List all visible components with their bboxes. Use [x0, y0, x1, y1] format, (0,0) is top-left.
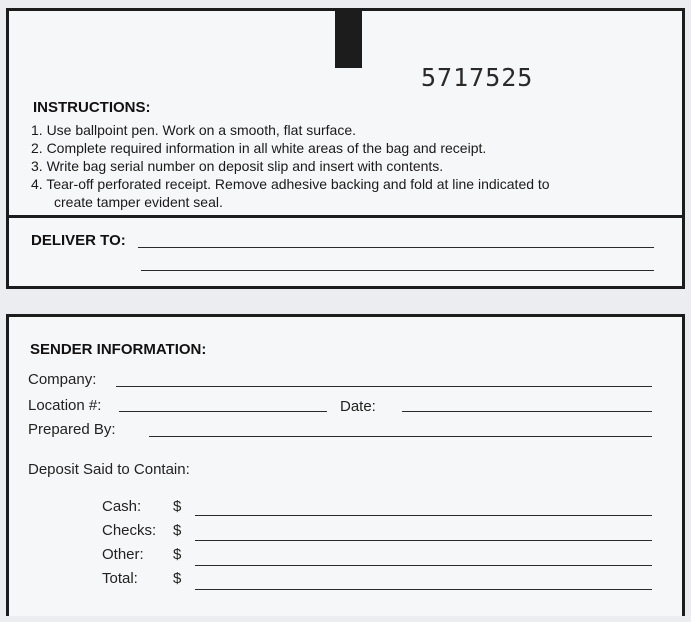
other-currency: $: [173, 546, 182, 563]
total-label: Total:: [102, 570, 138, 587]
total-currency: $: [173, 570, 182, 587]
instruction-item: 1. Use ballpoint pen. Work on a smooth, flat surface.: [31, 122, 357, 138]
sender-panel: [6, 314, 685, 616]
instruction-item: 4. Tear-off perforated receipt. Remove adhesive backing and fold at line indicated to: [31, 176, 550, 192]
instruction-item-continuation: create tamper evident seal.: [54, 194, 223, 210]
instruction-item: 3. Write bag serial number on deposit slip and insert with contents.: [31, 158, 444, 174]
instructions-panel: [6, 8, 685, 217]
company-line[interactable]: [116, 386, 652, 387]
cash-currency: $: [173, 498, 182, 515]
cash-line[interactable]: [195, 515, 652, 516]
other-label: Other:: [102, 546, 144, 563]
instructions-list: [31, 121, 550, 211]
serial-number: 5717525: [421, 63, 534, 92]
other-line[interactable]: [195, 565, 652, 566]
sender-info-heading: SENDER INFORMATION:: [30, 341, 207, 358]
date-line[interactable]: [402, 411, 652, 412]
prepared-by-line[interactable]: [149, 436, 652, 437]
prepared-by-label: Prepared By:: [28, 421, 116, 438]
tear-tab-slot: [335, 8, 362, 68]
cash-label: Cash:: [102, 498, 142, 515]
checks-line[interactable]: [195, 540, 652, 541]
checks-currency: $: [173, 522, 182, 539]
location-label: Location #:: [28, 397, 102, 414]
deliver-to-line-1[interactable]: [138, 247, 654, 248]
deposit-label: Deposit Said to Contain:: [28, 461, 190, 478]
instructions-heading: INSTRUCTIONS:: [33, 99, 151, 116]
checks-label: Checks:: [102, 522, 157, 539]
deliver-to-label: DELIVER TO:: [31, 232, 126, 249]
deliver-to-line-2[interactable]: [141, 270, 654, 271]
date-label: Date:: [340, 398, 376, 415]
deliver-panel: [6, 215, 685, 289]
instruction-item: 2. Complete required information in all white areas of the bag and receipt.: [31, 140, 487, 156]
location-line[interactable]: [119, 411, 327, 412]
total-line[interactable]: [195, 589, 652, 590]
company-label: Company:: [28, 371, 97, 388]
